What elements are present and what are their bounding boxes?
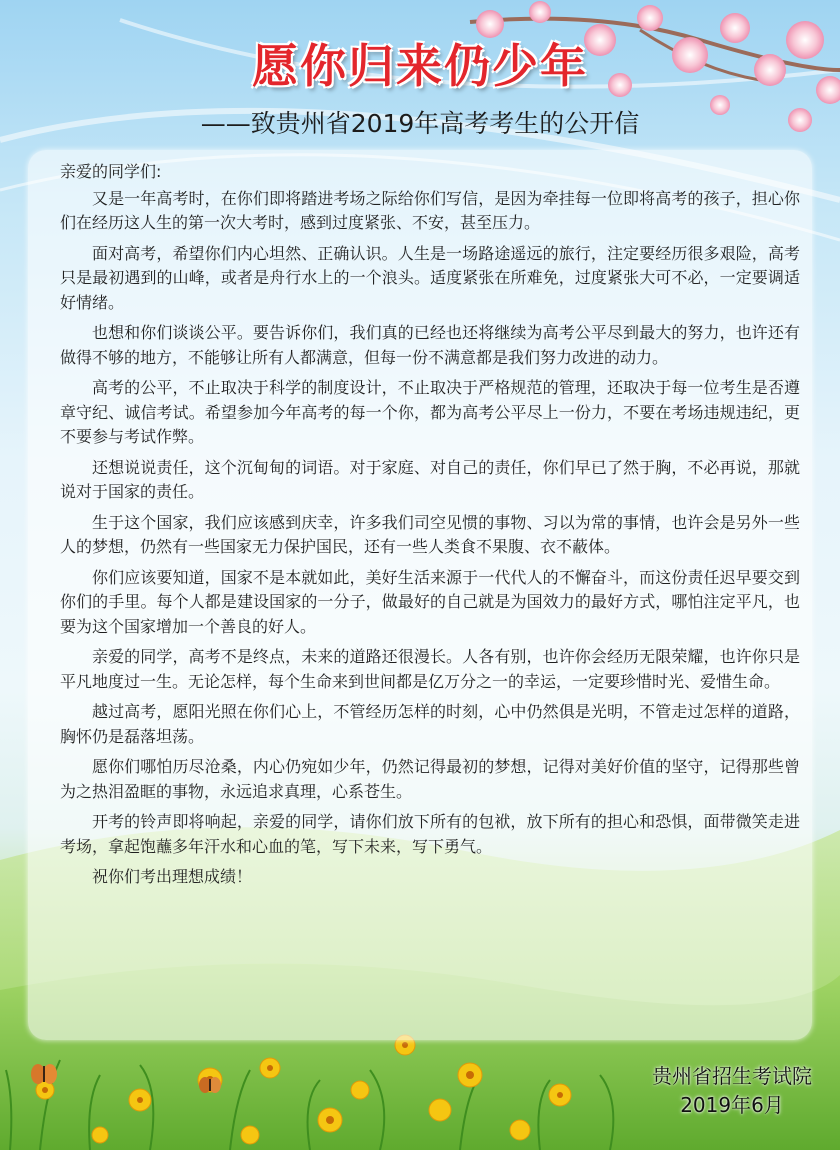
paragraph: 你们应该要知道，国家不是本就如此，美好生活来源于一代代人的不懈奋斗，而这份责任迟早要交到你们的手里。每个人都是建设国家的一分子，做最好的自己就是为国效力的最好方式，哪怕注定平凡，也要为这个国家增加一个善良的好人。 <box>60 567 800 636</box>
paragraph: 亲爱的同学，高考不是终点，未来的道路还很漫长。人各有别，也许你会经历无限荣耀，也许你只是平凡地度过一生。无论怎样，每个生命来到世间都是亿万分之一的幸运，一定要珍惜时光、爱惜生命。 <box>60 647 800 691</box>
signature-date: 2019年6月 <box>680 1093 784 1117</box>
paragraph: 面对高考，希望你们内心坦然、正确认识。人生是一场路途遥远的旅行，注定要经历很多艰险，高考只是最初遇到的山峰，或者是舟行水上的一个浪头。适度紧张在所难免，过度紧张大可不必，一定要调适好情绪。 <box>60 243 800 312</box>
salutation: 亲爱的同学们: <box>60 162 162 181</box>
butterfly-icon <box>31 1064 57 1084</box>
paragraph: 也想和你们谈谈公平。要告诉你们，我们真的已经也还将继续为高考公平尽到最大的努力，也许还有做得不够的地方，不能够让所有人都满意，但每一份不满意都是我们努力改进的动力。 <box>60 323 800 367</box>
signature-block <box>652 1062 812 1120</box>
letter-body <box>60 160 800 896</box>
letter-title: 愿你归来仍少年 <box>252 39 588 93</box>
paragraph: 越过高考，愿阳光照在你们心上，不管经历怎样的时刻，心中仍然俱是光明，不管走过怎样的道路，胸怀仍是磊落坦荡。 <box>60 702 800 746</box>
letter-subtitle: ——致贵州省2019年高考考生的公开信 <box>200 109 640 138</box>
butterfly-icon <box>199 1077 221 1093</box>
closing-wish: 祝你们考出理想成绩！ <box>92 867 253 886</box>
paragraph: 还想说说责任，这个沉甸甸的词语。对于家庭、对自己的责任，你们早已了然于胸，不必再说，那就说对于国家的责任。 <box>60 457 800 501</box>
paragraph: 高考的公平，不止取决于科学的制度设计，不止取决于严格规范的管理，还取决于每一位考生是否遵章守纪、诚信考试。希望参加今年高考的每一个你，都为高考公平尽上一份力，不要在考场违规违纪，更不要参与考试作弊。 <box>60 378 800 446</box>
paragraph: 愿你们哪怕历尽沧桑，内心仍宛如少年，仍然记得最初的梦想，记得对美好价值的坚守，记得那些曾为之热泪盈眶的事物，永远追求真理，心系苍生。 <box>60 757 800 801</box>
signature-organization: 贵州省招生考试院 <box>652 1064 812 1088</box>
paragraph: 又是一年高考时，在你们即将踏进考场之际给你们写信，是因为牵挂每一位即将高考的孩子，担心你们在经历这人生的第一次大考时，感到过度紧张、不安，甚至压力。 <box>60 188 800 232</box>
paragraph: 生于这个国家，我们应该感到庆幸，许多我们司空见惯的事物、习以为常的事情，也许会是另外一些人的梦想，仍然有一些国家无力保护国民，还有一些人类食不果腹、衣不蔽体。 <box>60 512 800 556</box>
paragraph: 开考的铃声即将响起，亲爱的同学，请你们放下所有的包袱，放下所有的担心和恐惧，面带微笑走进考场，拿起饱蘸多年汗水和心血的笔，写下未来，写下勇气。 <box>60 812 800 856</box>
